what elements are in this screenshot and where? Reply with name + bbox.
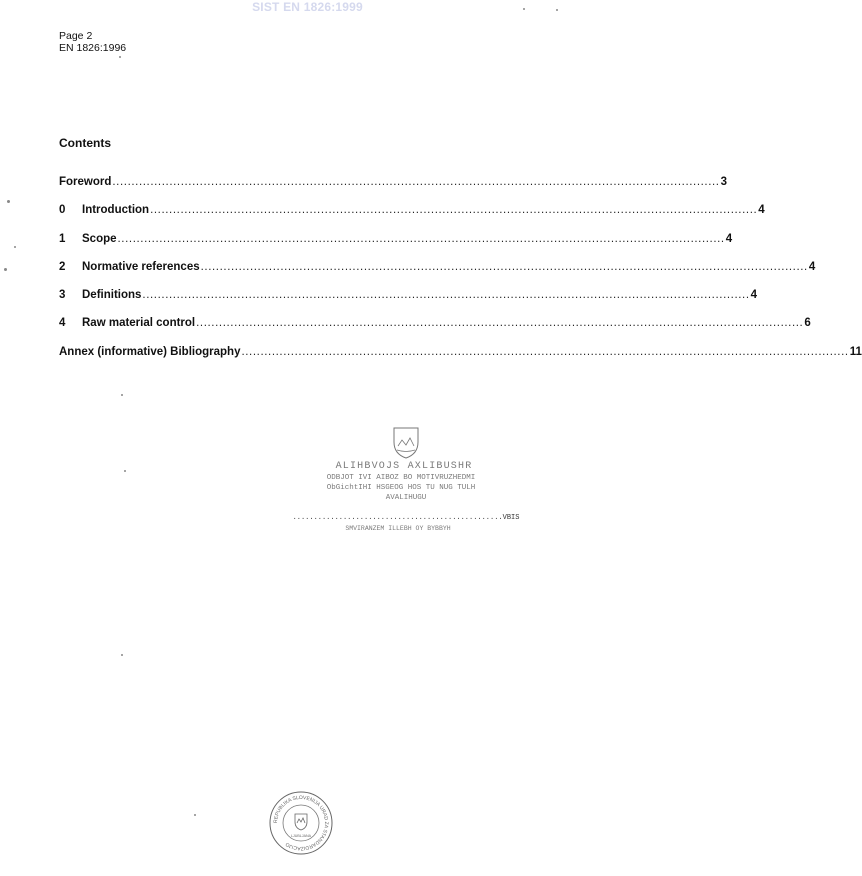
toc-entry-page: 11 [849,345,862,358]
toc-entry-page: 4 [808,260,816,273]
scan-speck [124,470,126,472]
toc-entry-title: Scope [82,232,117,245]
toc-entry-definitions[interactable] [59,289,758,317]
watermark: SIST EN 1826:1999 [252,0,363,14]
institution-stamp [292,422,520,537]
svg-text:REPUBLIKA SLOVENIJA URAD ZA ST [273,795,329,851]
coat-of-arms-icon [295,814,307,830]
stamp-line-5: ..................................................VBIS [292,514,520,522]
toc-entry-foreword[interactable] [59,176,728,204]
toc-entry-number: 3 [59,289,66,302]
contents-title: Contents [59,136,111,150]
toc-entry-title: Definitions [82,289,142,302]
scan-speck [119,56,121,58]
official-seal [268,790,334,856]
toc-entry-page: 6 [804,317,811,330]
stamp-line-1: ALIHBVOJS AXLIBUSHR [335,461,473,472]
toc-entry-number: 0 [59,204,66,217]
toc-entry-page: 4 [725,232,733,245]
toc-entry-number: 4 [59,317,66,330]
toc-entry-title: Foreword [59,176,112,188]
scan-speck [7,200,10,203]
toc-entry-title: Introduction [82,204,150,217]
toc-entry-number: 1 [59,232,66,245]
toc-entry-page: 3 [720,176,728,188]
seal-ring-text: REPUBLIKA SLOVENIJA URAD ZA STANDARDIZACIJO [272,794,330,852]
toc-entry-page: 4 [758,204,765,217]
coat-of-arms-icon [394,428,418,458]
toc-leader-dots [150,204,757,216]
toc-entry-title: Normative references [82,260,200,273]
page-header [59,30,126,54]
toc-entry-raw-material-control[interactable] [59,317,811,345]
toc-leader-dots [142,289,749,301]
toc-leader-dots [118,233,725,245]
toc-entry-annex-bibliography[interactable] [59,345,862,374]
scan-speck [556,9,558,11]
toc-entry-page: 4 [750,289,758,302]
scan-speck [194,814,196,816]
scan-speck [14,246,16,248]
toc-entry-introduction[interactable] [59,204,765,232]
table-of-contents [59,176,862,374]
toc-entry-number: 2 [59,260,66,273]
stamp-line-3: ObGichtIHI HSGEOG HOS TU NUG TULH [326,484,476,492]
toc-leader-dots [241,346,848,358]
toc-entry-title: Raw material control [82,317,196,330]
toc-entry-title: Annex (informative) Bibliography [59,345,241,358]
scan-speck [121,654,123,656]
seal-center-text: LJUBLJANA [291,834,311,838]
stamp-line-2: ODBJOT IVI AIBOZ BO MOTIVRUZHEDMI [326,474,476,482]
standard-ref: EN 1826:1996 [59,42,127,54]
toc-entry-normative-references[interactable] [59,260,816,289]
stamp-line-4: AVALIHUGU [385,494,427,502]
page-label: Page 2 [59,30,93,42]
scan-speck [523,8,525,10]
toc-leader-dots [112,176,719,188]
toc-leader-dots [196,317,803,329]
toc-leader-dots [201,261,808,273]
toc-entry-scope[interactable] [59,232,733,261]
scan-speck [4,268,7,271]
stamp-line-6: SMVIRANZEM ILLEBH OY BYBBYH [345,525,451,532]
scan-speck [121,394,123,396]
